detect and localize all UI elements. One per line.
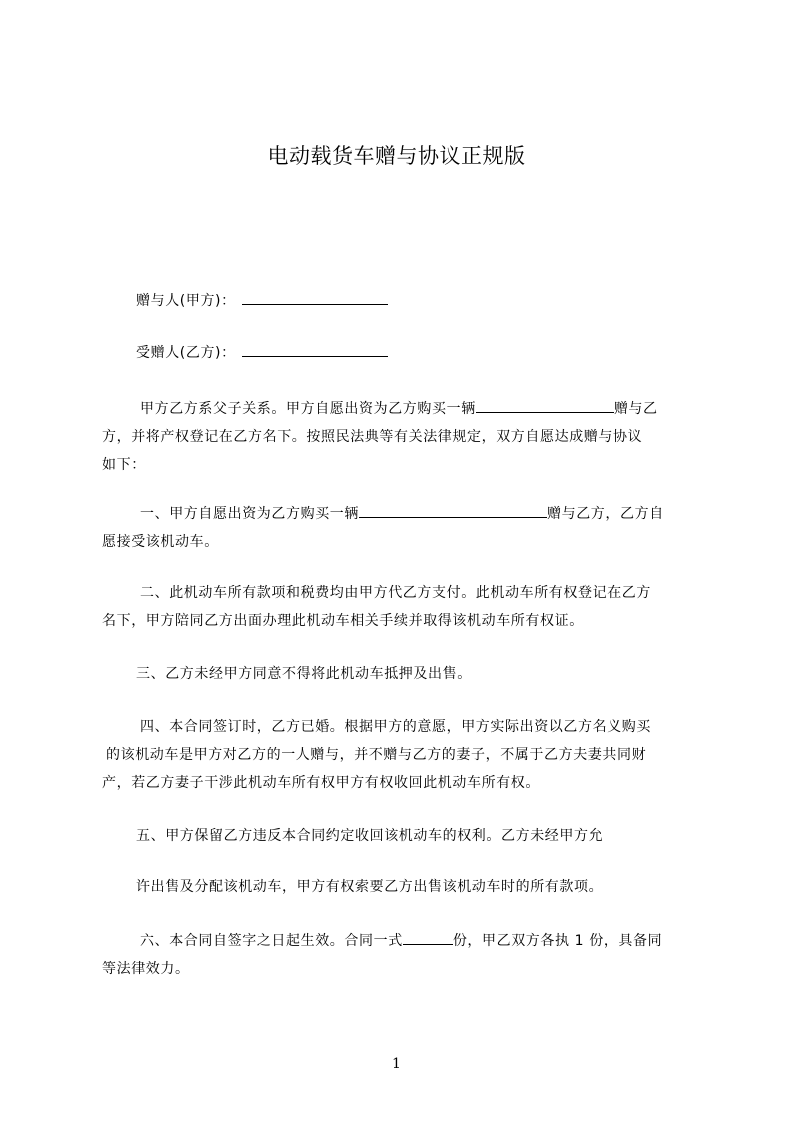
clause-1-paragraph (102, 500, 708, 556)
clause-1-text-2: 愿接受该机动车。 (102, 534, 219, 550)
clause-5-continuation (102, 873, 708, 901)
clause-4-text-3: 产，若乙方妻子干涉此机动车所有权甲方有权收回此机动车所有权。 (102, 775, 540, 791)
clause-3-text-1: 三、乙方未经甲方同意不得将此机动车抵押及出售。 (136, 666, 472, 682)
preamble-paragraph (102, 395, 708, 479)
document-title: 电动载货车赠与协议正规版 (267, 144, 526, 168)
clause-4-text-1: 四、本合同签订时，乙方已婚。根据甲方的意愿，甲方实际出资以乙方名义购买 (140, 719, 651, 735)
clause-5-paragraph (102, 822, 708, 850)
copies-blank[interactable] (403, 929, 453, 945)
clause-5-text-1: 五、甲方保留乙方违反本合同约定收回该机动车的权利。乙方未经甲方允 (136, 828, 604, 844)
preamble-vehicle-blank[interactable] (476, 397, 614, 413)
preamble-text-3: 如下： (102, 457, 146, 473)
clause-3-paragraph (102, 660, 708, 688)
clause-6-text-2: 等法律效力。 (102, 961, 190, 977)
clause-2-text-1: 二、此机动车所有款项和税费均由甲方代乙方支付。此机动车所有权登记在乙方 (140, 585, 651, 601)
donor-label: 赠与人(甲方)： (136, 293, 236, 309)
clause-1-text-1a: 一、甲方自愿出资为乙方购买一辆 (140, 506, 359, 522)
clause-2-paragraph (102, 579, 708, 635)
clause-6-text-1b: 份，甲乙双方各执 1 份，具备同 (452, 933, 663, 949)
preamble-text-2: 方，并将产权登记在乙方名下。按照民法典等有关法律规定，双方自愿达成赠与协议 (102, 429, 643, 445)
clause-1-text-1b: 赠与乙方，乙方自 (547, 506, 664, 522)
page-number: 1 (392, 1056, 401, 1072)
clause-4-paragraph (102, 713, 708, 797)
preamble-text-1b: 赠与乙 (613, 401, 658, 417)
donee-label: 受赠人(乙方)： (136, 345, 236, 361)
clause-4-text-2: 的该机动车是甲方对乙方的一人赠与，并不赠与乙方的妻子，不属于乙方夫妻共同财 (106, 747, 647, 763)
preamble-text-1a: 甲方乙方系父子关系。甲方自愿出资为乙方购买一辆 (140, 401, 476, 417)
clause-5-text-2: 许出售及分配该机动车，甲方有权索要乙方出售该机动车时的所有款项。 (136, 879, 604, 895)
clause-6-paragraph (102, 927, 708, 983)
donee-blank[interactable] (242, 341, 388, 357)
clause-6-text-1a: 六、本合同自签字之日起生效。合同一式 (140, 933, 403, 949)
donor-blank[interactable] (242, 289, 388, 305)
clause-1-vehicle-blank[interactable] (359, 502, 547, 518)
donor-line (102, 287, 708, 315)
donee-line (102, 339, 708, 367)
clause-2-text-2: 名下，甲方陪同乙方出面办理此机动车相关手续并取得该机动车所有权证。 (102, 613, 584, 629)
